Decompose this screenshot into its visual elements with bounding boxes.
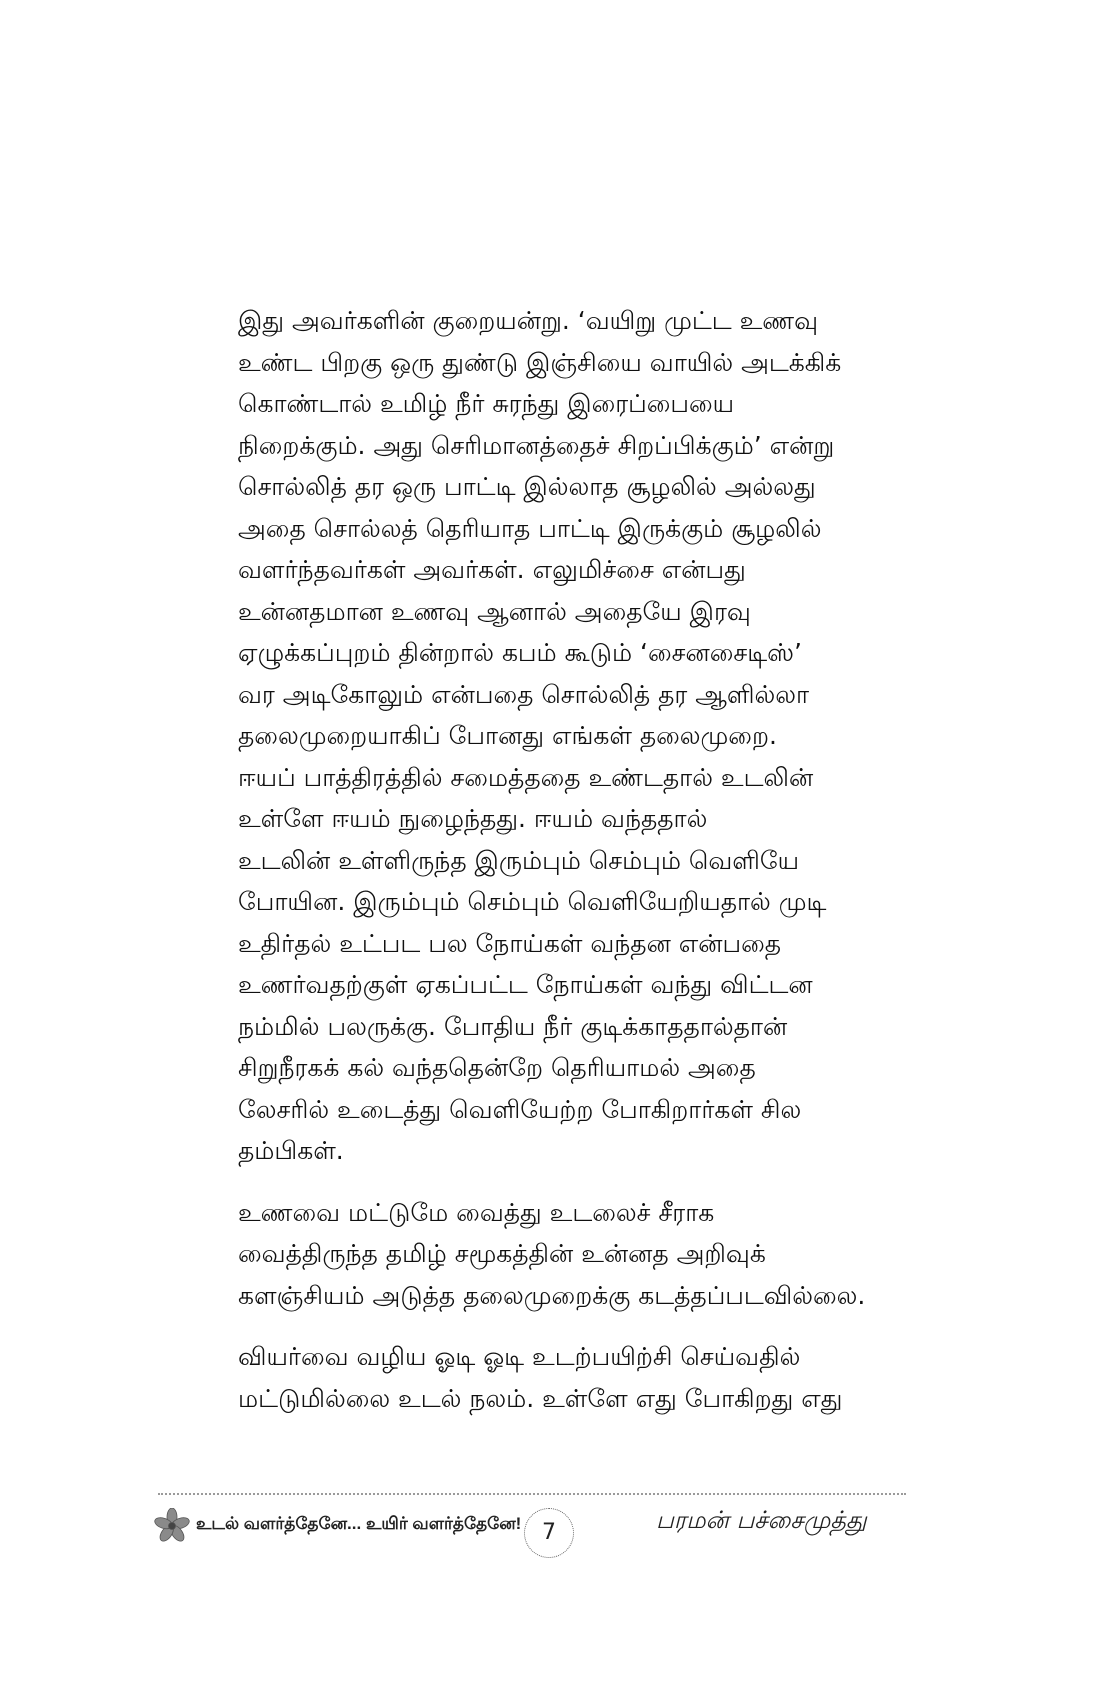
text-line: போயின. இரும்பும் செம்பும் வெளியேறியதால் முடி (238, 887, 827, 916)
text-line: ஏழுக்கப்புறம் தின்றால் கபம் கூடும் ‘சைனசைடிஸ்’ (238, 638, 802, 667)
text-line: நம்மில் பலருக்கு. போதிய நீர் குடிக்காததால்தான் (238, 1011, 788, 1041)
body-text (238, 300, 878, 1439)
text-line: தலைமுறையாகிப் போனது எங்கள் தலைமுறை. (238, 721, 777, 750)
text-line: களஞ்சியம் அடுத்த தலைமுறைக்கு கடத்தப்படவில்லை. (238, 1280, 866, 1310)
text-line: நிறைக்கும். அது செரிமானத்தைச் சிறப்பிக்கும்’ என்று (238, 430, 835, 460)
author-signature: பரமன் பச்சைமுத்து (656, 1506, 867, 1534)
text-line: வளர்ந்தவர்கள் அவர்கள். எலுமிச்சை என்பது (238, 555, 746, 584)
text-line: உண்ட பிறகு ஒரு துண்டு இஞ்சியை வாயில் அடக்கிக் (238, 347, 842, 377)
text-line: கொண்டால் உமிழ் நீர் சுரந்து இரைப்பையை (238, 389, 735, 418)
page-footer (150, 1500, 910, 1590)
text-line: உன்னதமான உணவு ஆனால் அதையே இரவு (238, 596, 751, 626)
text-line: மட்டுமில்லை உடல் நலம். உள்ளே எது போகிறது எது (238, 1383, 843, 1413)
paragraph (238, 1336, 878, 1419)
text-line: ஈயப் பாத்திரத்தில் சமைத்ததை உண்டதால் உடலின் (238, 762, 814, 792)
text-line: உணர்வதற்குள் ஏகப்பட்ட நோய்கள் வந்து விட்டன (238, 970, 813, 999)
text-line: உணவை மட்டுமே வைத்து உடலைச் சீராக (238, 1197, 715, 1227)
text-line: வைத்திருந்த தமிழ் சமூகத்தின் உன்னத அறிவுக் (238, 1239, 766, 1268)
text-line: இது அவர்களின் குறையன்று. ‘வயிறு முட்ட உணவு (238, 306, 819, 335)
text-line: சொல்லித் தர ஒரு பாட்டி இல்லாத சூழலில் அல்லது (238, 472, 816, 501)
text-line: வியர்வை வழிய ஓடி ஓடி உடற்பயிற்சி செய்வதில் (238, 1342, 801, 1371)
text-line: வர அடிகோலும் என்பதை சொல்லித் தர ஆளில்லா (238, 679, 810, 709)
paragraph (238, 300, 878, 1172)
text-line: லேசரில் உடைத்து வெளியேற்ற போகிறார்கள் சில (238, 1094, 802, 1124)
flower-icon (154, 1508, 190, 1544)
paragraph (238, 1192, 878, 1317)
footer-divider (158, 1493, 906, 1495)
text-line: உடலின் உள்ளிருந்த இரும்பும் செம்பும் வெளியே (238, 845, 800, 875)
text-line: உதிர்தல் உட்பட பல நோய்கள் வந்தன என்பதை (238, 928, 782, 958)
text-line: சிறுநீரகக் கல் வந்ததென்றே தெரியாமல் அதை (238, 1053, 756, 1082)
text-line: உள்ளே ஈயம் நுழைந்தது. ஈயம் வந்ததால் (238, 804, 708, 833)
text-line: அதை சொல்லத் தெரியாத பாட்டி இருக்கும் சூழலில் (238, 513, 822, 543)
book-title: உடல் வளர்த்தேனே... உயிர் வளர்த்தேனே! (196, 1514, 522, 1533)
page-number: 7 (524, 1508, 574, 1558)
text-line: தம்பிகள். (238, 1136, 344, 1165)
